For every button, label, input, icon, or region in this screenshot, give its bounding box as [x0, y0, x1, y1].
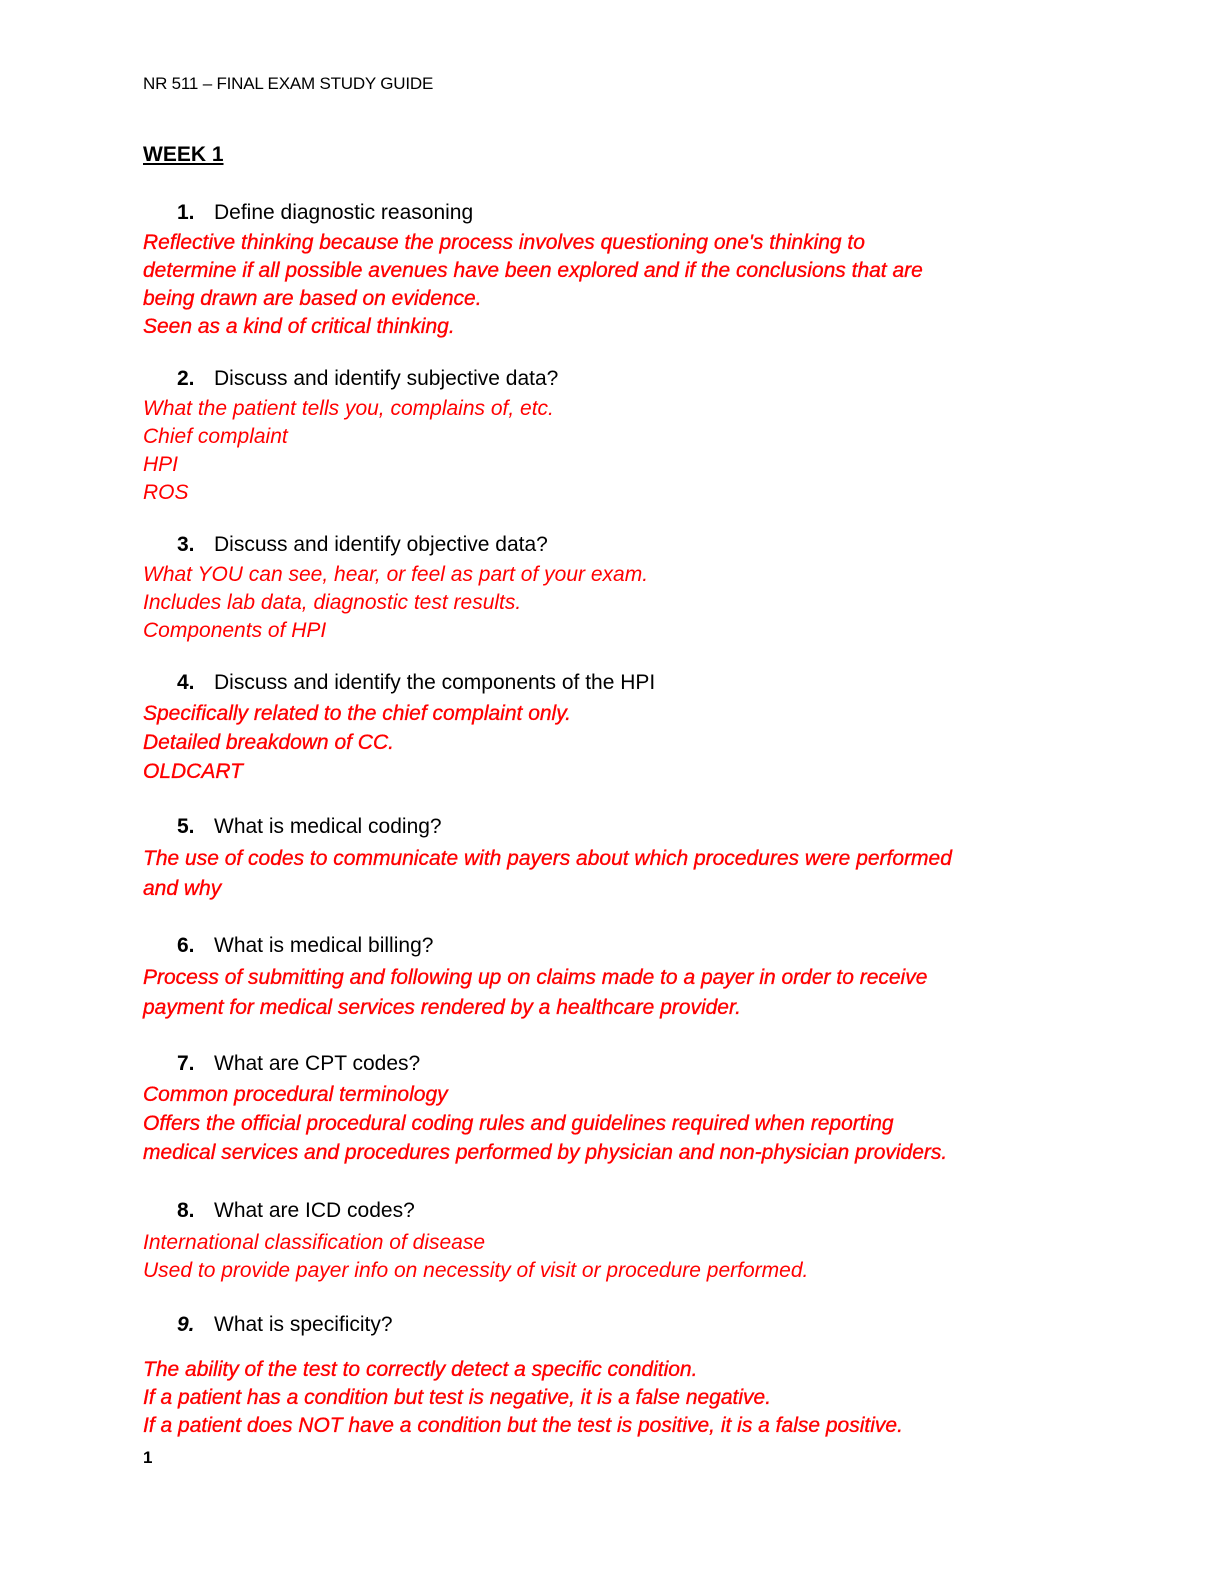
answer-line: Used to provide payer info on necessity of visit or procedure performed. [143, 1259, 809, 1282]
question-number: 6. [177, 934, 195, 957]
question-text: What are CPT codes? [214, 1052, 421, 1075]
answer-line: International classification of disease [143, 1231, 486, 1254]
answer-2 [143, 395, 554, 507]
answer-line: Components of HPI [143, 619, 327, 642]
question-6 [177, 934, 433, 958]
answer-7 [143, 1081, 947, 1167]
question-number: 4. [177, 671, 195, 694]
answer-line: medical services and procedures performed by physician and non-physician providers. [143, 1141, 948, 1164]
answer-8 [143, 1229, 808, 1285]
answer-line: being drawn are based on evidence. [143, 287, 482, 310]
answer-line: and why [143, 877, 222, 900]
answer-line: What YOU can see, hear, or feel as part of your exam. [143, 563, 649, 586]
question-text: What are ICD codes? [214, 1199, 415, 1222]
answer-line: Reflective thinking because the process involves questioning one's thinking to [143, 231, 865, 254]
answer-1 [143, 229, 923, 341]
answer-line: The ability of the test to correctly detect a specific condition. [143, 1358, 698, 1381]
answer-line: payment for medical services rendered by a healthcare provider. [143, 996, 742, 1019]
question-4 [177, 671, 655, 695]
question-9 [177, 1313, 393, 1337]
question-number: 1. [177, 201, 195, 224]
answer-line: OLDCART [143, 760, 243, 783]
answer-line: If a patient does NOT have a condition but the test is positive, it is a false positive. [143, 1414, 903, 1437]
question-text: Discuss and identify objective data? [214, 533, 548, 556]
answer-5 [143, 845, 952, 903]
answer-line: What the patient tells you, complains of, etc. [143, 397, 554, 420]
answer-line: Includes lab data, diagnostic test results. [143, 591, 522, 614]
answer-line: Chief complaint [143, 425, 288, 448]
answer-line: determine if all possible avenues have been explored and if the conclusions that are [143, 259, 923, 282]
answer-line: ROS [143, 481, 189, 504]
question-number: 9. [177, 1313, 195, 1336]
section-title: WEEK 1 [143, 143, 224, 166]
answer-line: Detailed breakdown of CC. [143, 731, 394, 754]
answer-line: Specifically related to the chief complaint only. [143, 702, 571, 725]
question-3 [177, 533, 548, 557]
answer-line: Process of submitting and following up on claims made to a payer in order to receive [143, 966, 928, 989]
answer-line: HPI [143, 453, 179, 476]
answer-4 [143, 700, 571, 786]
question-7 [177, 1052, 420, 1076]
question-8 [177, 1199, 415, 1223]
question-text: What is medical coding? [214, 815, 442, 838]
answer-line: Seen as a kind of critical thinking. [143, 315, 455, 338]
question-number: 3. [177, 533, 195, 556]
answer-line: The use of codes to communicate with payers about which procedures were performed [143, 847, 952, 870]
question-text: What is specificity? [214, 1313, 393, 1336]
answer-line: Common procedural terminology [143, 1083, 448, 1106]
question-text: Discuss and identify the components of the HPI [214, 671, 656, 694]
question-5 [177, 815, 442, 839]
page-number: 1 [143, 1448, 153, 1467]
answer-line: Offers the official procedural coding rules and guidelines required when reporting [143, 1112, 894, 1135]
question-2 [177, 367, 558, 391]
answer-9 [143, 1356, 903, 1440]
question-number: 8. [177, 1199, 195, 1222]
answer-6 [143, 964, 927, 1022]
question-text: Discuss and identify subjective data? [214, 367, 559, 390]
question-text: Define diagnostic reasoning [214, 201, 474, 224]
answer-line: If a patient has a condition but test is negative, it is a false negative. [143, 1386, 772, 1409]
answer-3 [143, 561, 648, 645]
question-number: 2. [177, 367, 195, 390]
question-1 [177, 201, 473, 225]
question-text: What is medical billing? [214, 934, 434, 957]
document-header: NR 511 – FINAL EXAM STUDY GUIDE [143, 74, 434, 93]
question-number: 7. [177, 1052, 195, 1075]
question-number: 5. [177, 815, 195, 838]
